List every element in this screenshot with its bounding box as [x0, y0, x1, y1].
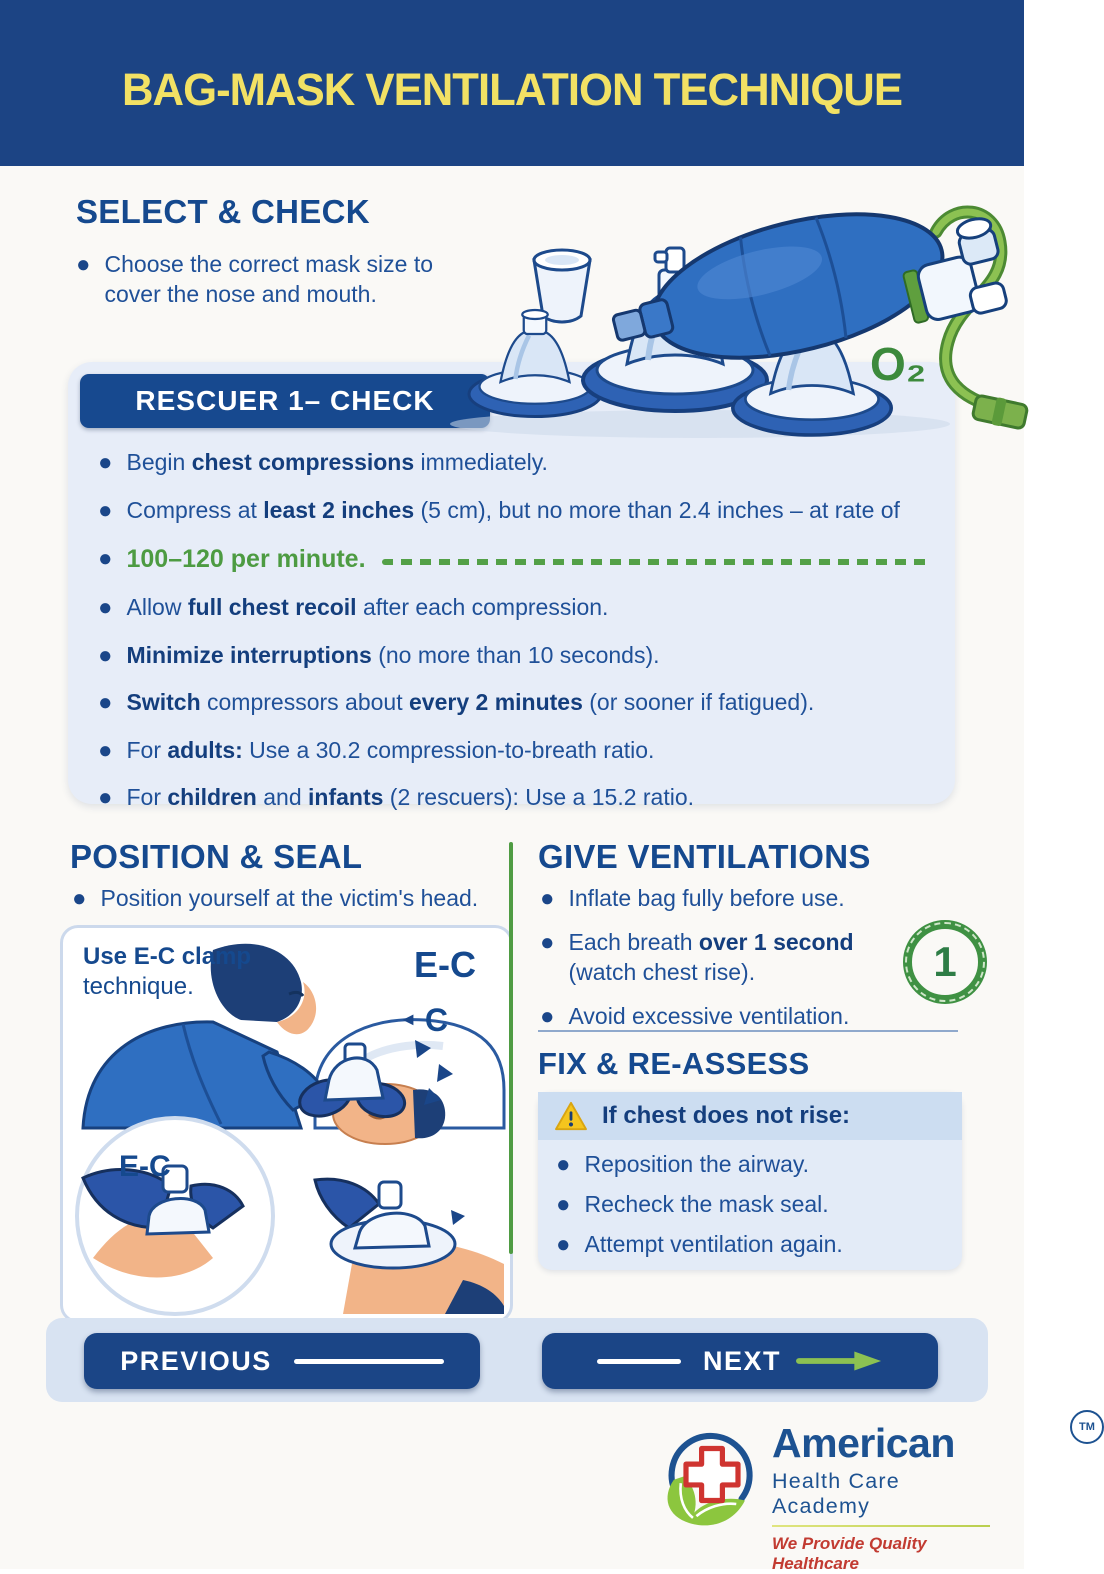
give-ventilations-heading: GIVE VENTILATIONS	[538, 838, 871, 875]
brand-subtitle: Health Care Academy	[772, 1469, 900, 1518]
bullet-dot: ●	[98, 449, 113, 476]
give-ventilations-list	[540, 884, 900, 1046]
warning-header	[538, 1092, 962, 1140]
previous-button[interactable]	[84, 1333, 480, 1389]
page-title: BAG-MASK VENTILATION TECHNIQUE	[121, 64, 903, 115]
health-academy-logo-icon	[660, 1422, 764, 1534]
select-check-heading: SELECT & CHECK	[76, 193, 370, 230]
brand-tagline: We Provide Quality Healthcare	[772, 1534, 927, 1573]
brand-divider	[772, 1525, 990, 1527]
fix-reassess-card	[538, 1092, 962, 1270]
list-item: ● Inflate bag fully before use.	[540, 885, 845, 912]
trademark-badge: TM	[1070, 1410, 1104, 1444]
oxygen-label: O₂	[870, 338, 927, 390]
list-item: ● Reposition the airway.	[556, 1151, 810, 1178]
rescuer-check-title: RESCUER 1– CHECK	[135, 385, 435, 416]
c-label: ◄ C	[399, 1002, 448, 1039]
fix-reassess-heading: FIX & RE-ASSESS	[538, 1046, 810, 1081]
bullet-dot: ●	[98, 594, 113, 621]
list-item: ● For children and infants (2 rescuers): Use a 15.2 ratio.	[98, 784, 695, 811]
button-line-decor	[597, 1359, 681, 1364]
list-item: ● Compress at least 2 inches (5 cm), but no more than 2.4 inches – at rate of	[98, 496, 900, 524]
bullet-dot: ●	[556, 1231, 571, 1258]
brand-logo	[660, 1418, 1095, 1573]
ec-inset-label: E-C	[119, 1150, 171, 1183]
bullet-dot: ●	[98, 641, 113, 669]
list-item: ● Attempt ventilation again.	[556, 1231, 843, 1258]
next-button[interactable]	[542, 1333, 938, 1389]
list-item: ● For adults: Use a 30.2 compression-to-breath ratio.	[98, 736, 655, 764]
warning-triangle-icon	[554, 1101, 588, 1131]
bullet-dot: ●	[556, 1151, 571, 1178]
section-divider	[538, 1030, 958, 1032]
bullet-dot: ●	[98, 496, 113, 524]
ec-clamp-caption: Use E-C clamp technique.	[83, 943, 252, 1000]
bullet-dot: ●	[556, 1191, 571, 1218]
bullet-dot: ●	[98, 784, 113, 811]
brand-name: American	[772, 1420, 955, 1466]
fix-reassess-list	[556, 1150, 962, 1260]
list-item: ● Switch compressors about every 2 minutes (or sooner if fatigued).	[98, 689, 815, 716]
next-arrow-icon	[797, 1349, 883, 1373]
ec-label: E-C	[414, 944, 476, 985]
bullet-dot: ●	[76, 251, 91, 278]
header-banner	[0, 0, 1024, 166]
bullet-dot: ●	[540, 929, 555, 956]
warning-title: If chest does not rise:	[602, 1102, 851, 1129]
list-item: ● Begin chest compressions immediately.	[98, 449, 548, 476]
previous-button-label: PREVIOUS	[120, 1345, 272, 1376]
bullet-dot: ●	[98, 545, 113, 573]
list-item: ● Minimize interruptions (no more than 10 seconds).	[98, 641, 660, 669]
list-item: ● Recheck the mask seal.	[556, 1191, 829, 1218]
bullet-dot: ●	[540, 1002, 555, 1030]
one-second-timer-icon: 1	[903, 920, 987, 1004]
bullet-dot: ●	[540, 885, 555, 912]
green-dashed-line	[382, 559, 930, 565]
ec-clamp-illustration-card	[60, 925, 513, 1323]
list-item: ● Each breath over 1 second (watch chest rise).	[540, 929, 854, 985]
next-button-label: NEXT	[702, 1345, 781, 1376]
button-line-decor	[294, 1359, 444, 1364]
list-item: ● 100–120 per minute.	[98, 543, 930, 576]
brand-wordmark	[772, 1420, 1095, 1574]
bullet-dot: ●	[98, 736, 113, 764]
select-check-bullet: ● Choose the correct mask size to cover the nose and mouth.	[76, 251, 434, 307]
bullet-dot: ●	[98, 689, 113, 716]
list-item: ● Avoid excessive ventilation.	[540, 1002, 850, 1030]
bullet-dot: ●	[72, 885, 87, 912]
column-divider	[509, 842, 513, 1254]
position-seal-bullet: ● Position yourself at the victim's head.	[72, 885, 479, 912]
rescuer-check-list	[98, 448, 930, 831]
position-seal-heading: POSITION & SEAL	[70, 838, 363, 875]
bvm-equipment-illustration	[440, 200, 1024, 440]
rescuer-check-ribbon	[80, 374, 490, 428]
list-item: ● Allow full chest recoil after each compression.	[98, 594, 609, 621]
